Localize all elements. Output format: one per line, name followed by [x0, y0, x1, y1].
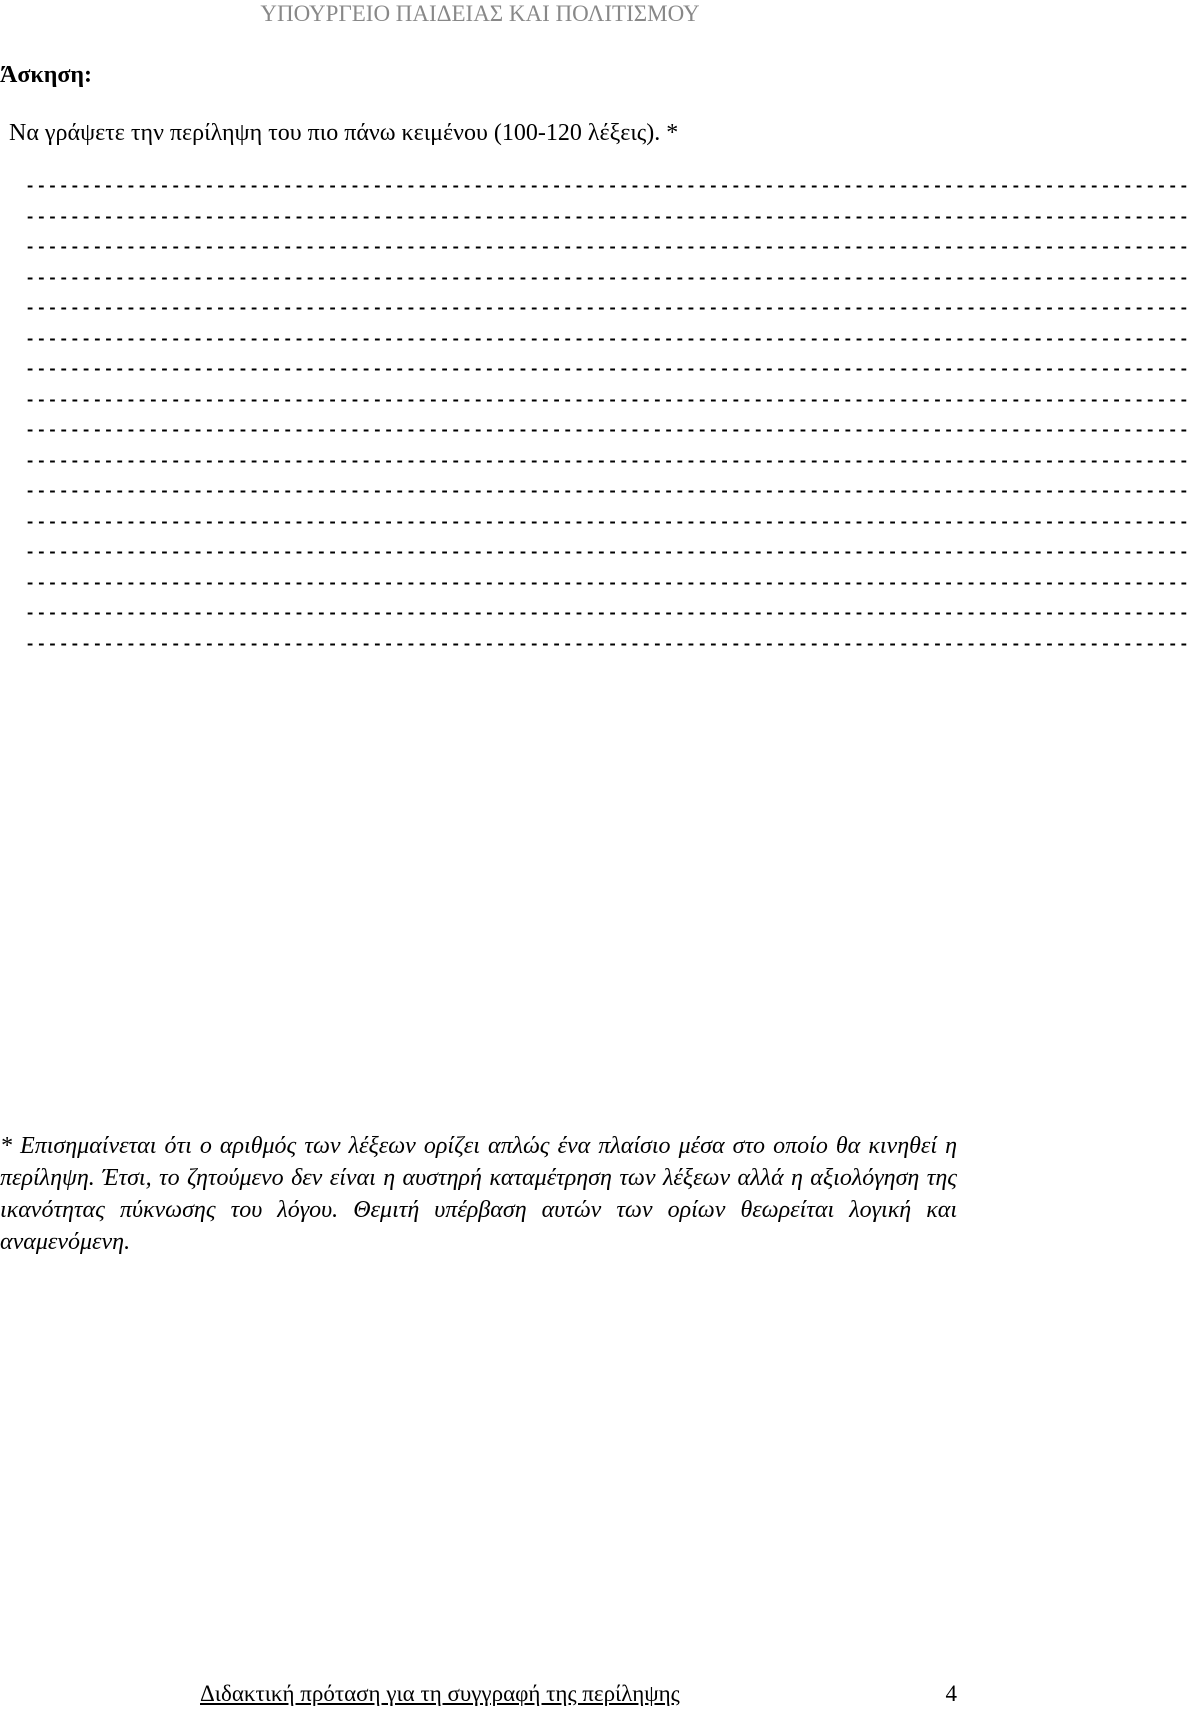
answer-line: --------------------------------------------------------------------------------------------------------: [25, 361, 1190, 380]
answer-line: --------------------------------------------------------------------------------------------------------: [25, 208, 1190, 228]
answer-line: --------------------------------------------------------------------------------------------------------: [25, 483, 1190, 502]
answer-line: --------------------------------------------------------------------------------------------------------: [25, 574, 1190, 594]
answer-line: --------------------------------------------------------------------------------------------------------: [25, 178, 1190, 197]
exercise-instruction: Να γράψετε την περίληψη του πιο πάνω κειμένου (100-120 λέξεις). *: [9, 120, 679, 146]
answer-line: --------------------------------------------------------------------------------------------------------: [25, 513, 1190, 533]
answer-area[interactable]: [25, 178, 1190, 668]
answer-line: --------------------------------------------------------------------------------------------------------: [25, 605, 1190, 624]
answer-line: --------------------------------------------------------------------------------------------------------: [25, 452, 1190, 472]
answer-line: --------------------------------------------------------------------------------------------------------: [25, 239, 1190, 258]
exercise-title: Άσκηση:: [0, 62, 93, 88]
answer-line: --------------------------------------------------------------------------------------------------------: [25, 422, 1190, 441]
page-footer: [200, 1680, 957, 1708]
word-count-note: * Επισημαίνεται ότι ο αριθμός των λέξεων ορίζει απλώς ένα πλαίσιο μέσα στο οποίο θα κινηθεί η περίληψη. Έτσι, το ζητούμενο δεν είναι η αυστηρή καταμέτρηση των λέξεων αλλά η αξιολόγηση της ικανότητας πύκνωσης του λόγου. Θεμιτή υπέρβαση αυτών των ορίων θεωρείται λογική και αναμενόμενη.: [0, 1133, 957, 1255]
page-number: 4: [945, 1681, 957, 1706]
answer-line: --------------------------------------------------------------------------------------------------------: [25, 300, 1190, 319]
answer-line: --------------------------------------------------------------------------------------------------------: [25, 544, 1190, 563]
answer-line: --------------------------------------------------------------------------------------------------------: [25, 269, 1190, 289]
ministry-name: ΥΠΟΥΡΓΕΙΟ ΠΑΙΔΕΙΑΣ ΚΑΙ ΠΟΛΙΤΙΣΜΟΥ: [260, 1, 700, 26]
answer-line: --------------------------------------------------------------------------------------------------------: [25, 330, 1190, 350]
answer-line: --------------------------------------------------------------------------------------------------------: [25, 391, 1190, 411]
footer-title: Διδακτική πρόταση για τη συγγραφή της περίληψης: [200, 1681, 680, 1706]
answer-line: --------------------------------------------------------------------------------------------------------: [25, 635, 1190, 655]
page-header: [0, 0, 960, 28]
